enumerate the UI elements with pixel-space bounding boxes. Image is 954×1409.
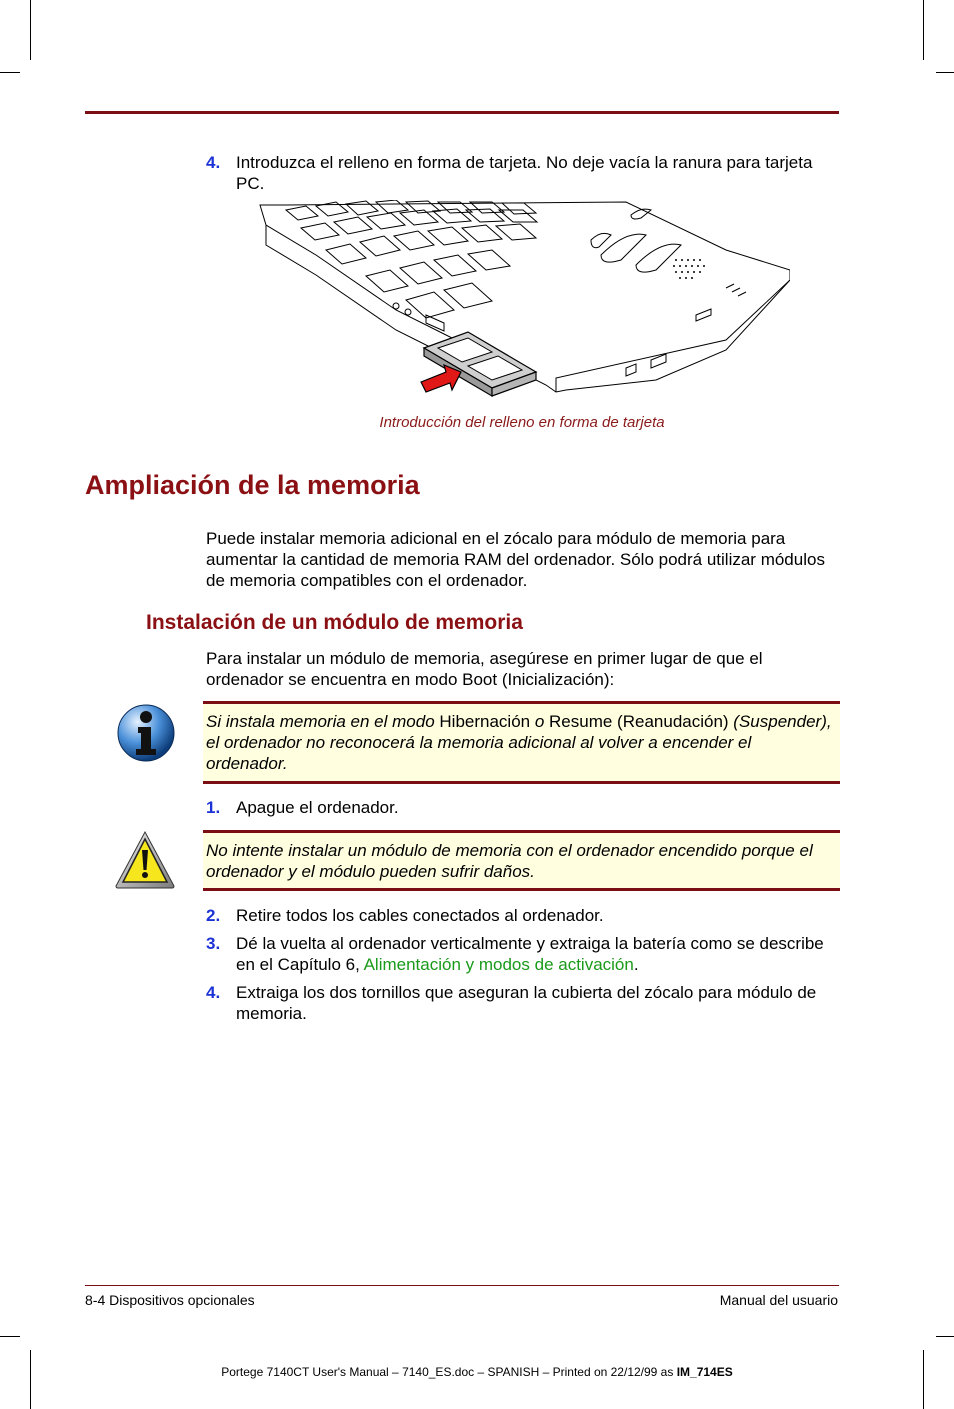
header-rule <box>85 111 839 114</box>
step-number: 2. <box>206 906 221 925</box>
subsection-title: Instalación de un módulo de memoria <box>146 611 523 634</box>
footer-manual-title: Manual del usuario <box>719 1292 838 1308</box>
print-info <box>0 1365 954 1379</box>
crop-mark <box>0 1336 20 1337</box>
mode-resume: Resume (Reanudación) <box>549 712 729 731</box>
step-text: Introduzca el relleno en forma de tarjeta. No deje vacía la ranura para tarjeta PC. <box>236 153 813 193</box>
step-text <box>236 933 836 975</box>
subsection-intro: Para instalar un módulo de memoria, asegúrese en primer lugar de que el ordenador se encuentra en modo Boot (Inicialización): <box>206 649 763 689</box>
crop-mark <box>30 0 31 60</box>
warning-note-text: No intente instalar un módulo de memoria con el ordenador encendido porque el ordenador y el módulo pueden sufrir daños. <box>206 841 813 881</box>
section-intro: Puede instalar memoria adicional en el zócalo para módulo de memoria para aumentar la cantidad de memoria RAM del ordenador. Sólo podrá utilizar módulos de memoria compatibles con el ordenador. <box>206 529 825 590</box>
step-text: Extraiga los dos tornillos que aseguran la cubierta del zócalo para módulo de memoria. <box>236 983 817 1023</box>
info-note-text: (Suspender), el ordenador no reconocerá la memoria adicional al volver a encender el ordenador. <box>206 712 832 773</box>
footer-rule <box>85 1285 839 1286</box>
crop-mark <box>936 72 954 73</box>
crop-mark <box>30 1350 31 1409</box>
step-number: 1. <box>206 798 221 817</box>
step-number: 4. <box>206 153 221 172</box>
step-number: 3. <box>206 934 221 953</box>
chapter-link[interactable]: Alimentación y modos de activación <box>363 955 634 974</box>
print-code: IM_714ES <box>676 1365 733 1379</box>
card-filler-illustration <box>256 200 790 405</box>
crop-mark <box>923 1350 924 1409</box>
step-number: 4. <box>206 983 221 1002</box>
info-note <box>203 701 840 784</box>
step-text: Retire todos los cables conectados al ordenador. <box>236 906 604 925</box>
figure-caption: Introducción del relleno en forma de tarjeta <box>379 414 665 431</box>
info-note-text: o <box>530 712 550 731</box>
mode-hibernation: Hibernación <box>439 712 531 731</box>
footer-page-label: 8-4 Dispositivos opcionales <box>85 1292 255 1308</box>
step-text-part: Dé la vuelta al ordenador verticalmente y extraiga la batería como se describe en el Capítulo 6, <box>236 934 824 974</box>
info-icon <box>116 703 176 763</box>
step-text: Apague el ordenador. <box>236 798 399 817</box>
step-text-part: . <box>633 955 639 974</box>
warning-note <box>203 830 840 891</box>
info-note-text: Si instala memoria en el modo <box>206 712 440 731</box>
warning-icon <box>114 830 176 890</box>
crop-mark <box>923 0 924 60</box>
crop-mark <box>936 1336 954 1337</box>
print-info-text: Portege 7140CT User's Manual – 7140_ES.doc – SPANISH – Printed on 22/12/99 as <box>221 1365 677 1379</box>
crop-mark <box>0 72 20 73</box>
section-title: Ampliación de la memoria <box>85 470 420 500</box>
